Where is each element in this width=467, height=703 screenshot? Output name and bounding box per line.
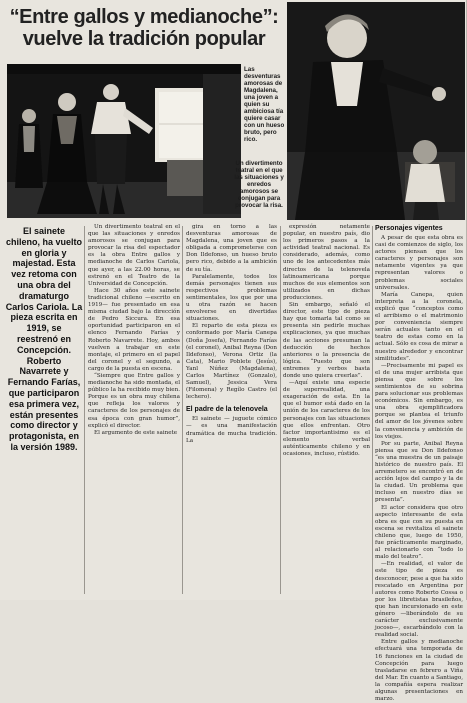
paragraph: Por su parte, Anibal Reyna piensa que su Don Ildefonso “es una muestra de un paisaje histórico de nuestro país. El arremetero se encontró en de acción lejos del campo y la de la ciudad. Un problema que incluso en nuestro días se presenta”. [375, 440, 463, 504]
paragraph: “Siempre que Entre gallos y medianoche ha sido montada, el público la ha recibido muy bien. Porque es un obra muy chilena que refleja los valores y caracteres de los personajes de esa época con gran humor”, explicó el director. [88, 372, 180, 429]
paragraph: Entre gallos y medianoche efectuará una temporada de 16 funciones en la ciudad de Concepción para luego trasladarse en febrero a Viña del Mar. En cuanto a Santiago, la compañía espera realizar algunas presentaciones en marzo. [375, 639, 463, 703]
headline-line-2: vuelve la tradición popular [22, 28, 266, 50]
article-column-1 [88, 224, 180, 437]
stage-photo-right [287, 2, 465, 220]
paragraph: El reparto de esta pieza es conformado por María Canepa (Doña Josefa), Fernando Farías (el coronel), Anibal Reyna (Don Ildefonso), Verona Ortiz (la Cata), Mario Poblete (Jesús), Yanl Núñez (Magdalena), Carlos Martínez (Gonzalo), Samuel), Jessica Vera (Filomena) y Regílo Castro (el lechero). [186, 323, 277, 401]
paragraph: Hace 30 años este sainete tradicional chileno —escrito en 1919— fue presentado en esa misma ciudad bajo la dirección de Pedro Siccura. En esa oportunidad participaron en el elenco Fernando Farías y Roberto Navarrete. Hoy, ambos vuelven a trabajar en este montaje, el primero en el papel del coronel y el segundo, a cargo de la puesta en escena. [88, 287, 180, 372]
paragraph: Un divertimento teatral en el que las situaciones y enredos amorosos se conjugan para provocar la risa del espectador es la obra Entre gallos y medianoche de Carlos Cariola, que ayer, a las 22.00 horas, se estrenó en el Teatro de la Universidad de Concepción. [88, 224, 180, 287]
paragraph: Paralelamente, todos los demás personajes tienen sus respectivos problemas sentimentales, los que por una u otra razón se hacen envolverse en divertidas situaciones. [186, 273, 277, 323]
article-column-4 [375, 224, 463, 703]
photo-caption-top: Las desventuras amorosas de Magdalena, una joven a quien su ambiciosa tía quiere casar con un hueso bruto, pero rico. [244, 66, 285, 143]
headline [8, 6, 280, 50]
column-divider [280, 226, 281, 594]
article-column-2 [186, 224, 277, 445]
article-column-3 [283, 224, 370, 458]
column-divider [372, 226, 373, 594]
paragraph: El argumento de este sainete [94, 429, 178, 436]
headline-line-1: “Entre gallos y medianoche”: [9, 6, 279, 28]
paragraph: Sin embargo, señaló el director, este tipo de pieza hay que tomarla tal como se presenta sin pedirle muchas explicaciones, ya que muchas de las acciones presuman la deducción de hechos anteriores o la presencia de lógica. “Puesto que son entremes y verbos basta donde uno quiera creerlas”. [283, 302, 370, 379]
paragraph: expresión netamente popular, en nuestro país, dio los primeros pasos a la actividad teatral nacional. Es considerado, además, como uno de los antecedentes más directos de la telenovela latinoamericana porque muchos de sus elementos son utilizados en dichas producciones. [283, 224, 370, 301]
column-divider [84, 226, 85, 594]
actor-portrait-image [287, 2, 465, 220]
paragraph: —En realidad, el valor de este tipo de pieza es desconocer, pese a que ha sido rescatado en Argentina por autores como Roberto Cossa o por los libretistas brasileños, que han incursionado en este género —liberándolo de su carácter exclusivamente jocoso—, escarbándolo con la realidad social. [375, 561, 463, 639]
paragraph: A pesar de que esta obra es casi de comienzos de siglo, los actores piensan que los caracteres y personajes son netamente vigentes ya que representan valores o problemas sociales universales. [375, 235, 463, 291]
stage-scene-image [7, 64, 241, 218]
paragraph: El actor considera que otro aspecto interesante de esta obra es que con su puesta en escena se revitaliza el sainete chileno que, luego de 1950, fue prácticamente marginado, al relacionarlo con “todo lo malo del teatro”. [375, 504, 463, 561]
paragraph: El sainete — juguete cómico— es una manifestación dramática de mucha tradición. La [186, 416, 277, 444]
section-subhead: Personajes vigentes [375, 225, 443, 232]
paragraph: —Aquí existe una especie de superrealidad, una exageración de esta. En la que el humor está dado en la unión de los caracteres de los personajes con las situaciones que ellos enfrentan. Otro factor importantisimo es el elemento verbal auténticamente chileno y en ocasiones, incluso, rústido. [283, 380, 370, 457]
paragraph: —Precisamente mi papel es el de una mujer arribista que piensa que sobre los sentimientos de su sobrina para solucionar sus problemas económicos. Sin embargo, es una obra ejemplificadora porque se plantea el triunfo del amor de los jóvenes sobre la conveniencia y ambición de los viejos. [375, 362, 463, 440]
stage-photo-left [7, 64, 241, 218]
section-subhead: El padre de la telenovela [186, 406, 268, 414]
article-lead: El sainete chileno, ha vuelto en gloria y majestad. Esta vez retoma con una obra del dramaturgo Carlos Cariola. La pieza escrita en 1919, se reestrenó en Concepción. Roberto Navarrete y Fernando Farías, que participaron esa primera vez, están presentes como director y protagonista, en la versión 1989. [5, 226, 83, 452]
paragraph: María Canepa, quien interpreta a la coronela, explicó que “conceptos como el arribismo o el matrimonio por conveniencia siempre serán actuales tanto en el teatro de estas como en la actual. Sólo es cosa de mirar a nuestro alrededor y encontrar similitudes”. [375, 291, 463, 362]
paragraph: gira en torno a las desventuras amorosas de Magdalena, una joven que es obligada a comprometerse con Don Ildefonso, un hueso bruto pero rico, debido a la ambición de su tía. [186, 224, 277, 273]
photo-caption-bottom: Un divertimento teatral en el que las situaciones y enredos amorosos se conjugan para provocar la risa. [234, 160, 284, 209]
column-divider [182, 226, 183, 594]
